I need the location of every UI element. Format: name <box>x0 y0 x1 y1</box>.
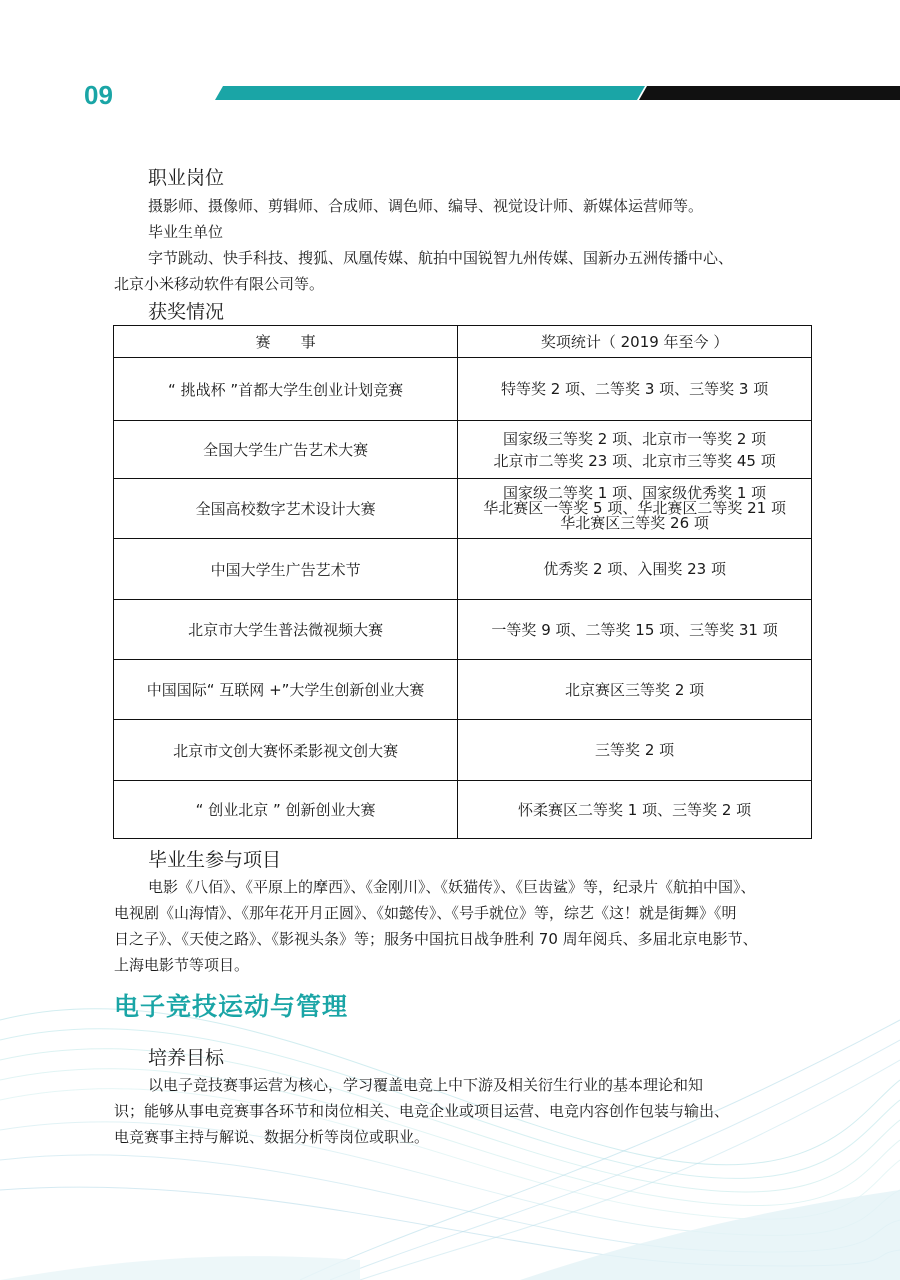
projects-line-1: 电影《八佰》、《平原上的摩西》、《金刚川》、《妖猫传》、《巨齿鲨》等，纪录片《航拍中国》、 <box>148 878 756 896</box>
table-row <box>114 781 812 839</box>
table-row <box>114 660 812 720</box>
career-text: 摄影师、摄像师、剪辑师、合成师、调色师、编导、视觉设计师、新媒体运营师等。 <box>148 197 704 215</box>
goal-line-1: 以电子竞技赛事运营为核心，学习覆盖电竞上中下游及相关衍生行业的基本理论和知 <box>148 1076 704 1094</box>
award-cell <box>458 358 812 421</box>
award-line: 三等奖 2 项 <box>595 741 675 759</box>
award-cell <box>458 781 812 839</box>
award-cell <box>458 720 812 781</box>
event-cell: 北京市文创大赛怀柔影视文创大赛 <box>114 720 458 781</box>
event-cell: 全国高校数字艺术设计大赛 <box>114 479 458 539</box>
awards-heading: 获奖情况 <box>148 301 225 323</box>
award-line: 北京市二等奖 23 项、北京市三等奖 45 项 <box>493 451 776 470</box>
awards-table <box>113 325 812 839</box>
projects-line-4: 上海电影节等项目。 <box>114 956 250 974</box>
award-line: 国家级二等奖 1 项、国家级优秀奖 1 项 <box>503 484 767 502</box>
employers-line-1: 字节跳动、快手科技、搜狐、凤凰传媒、航拍中国锐智九州传媒、国新办五洲传播中心、 <box>148 249 734 267</box>
award-line: 优秀奖 2 项、入围奖 23 项 <box>543 560 726 578</box>
event-cell: “ 挑战杯 ”首都大学生创业计划竞赛 <box>114 358 458 421</box>
table-row <box>114 600 812 660</box>
event-cell: 全国大学生广告艺术大赛 <box>114 421 458 479</box>
page-number: 09 <box>84 80 113 110</box>
employers-heading: 毕业生单位 <box>148 223 224 241</box>
table-row <box>114 421 812 479</box>
award-line: 华北赛区三等奖 26 项 <box>560 514 709 532</box>
award-line: 北京赛区三等奖 2 项 <box>565 680 705 699</box>
event-cell: 中国大学生广告艺术节 <box>114 539 458 600</box>
header-event: 赛 事 <box>114 326 458 358</box>
header-award: 奖项统计（ 2019 年至今 ） <box>458 326 812 358</box>
header-decoration-bar <box>215 86 900 100</box>
event-cell: 北京市大学生普法微视频大赛 <box>114 600 458 660</box>
award-cell <box>458 421 812 479</box>
projects-heading: 毕业生参与项目 <box>148 849 282 871</box>
award-line: 华北赛区一等奖 5 项、华北赛区二等奖 21 项 <box>483 499 786 517</box>
award-line: 国家级三等奖 2 项、北京市一等奖 2 项 <box>503 429 767 448</box>
award-cell <box>458 600 812 660</box>
goal-line-2: 识；能够从事电竞赛事各环节和岗位相关、电竞企业或项目运营、电竞内容创作包装与输出、 <box>114 1102 730 1120</box>
award-cell <box>458 479 812 539</box>
table-row <box>114 539 812 600</box>
table-row <box>114 720 812 781</box>
award-cell <box>458 539 812 600</box>
award-line: 特等奖 2 项、二等奖 3 项、三等奖 3 项 <box>500 380 769 398</box>
award-line: 一等奖 9 项、二等奖 15 项、三等奖 31 项 <box>491 620 778 639</box>
section-title-esports: 电子竞技运动与管理 <box>114 992 349 1021</box>
career-heading: 职业岗位 <box>148 167 225 189</box>
projects-line-2: 电视剧《山海情》、《那年花开月正圆》、《如懿传》、《号手就位》等，综艺《这！就是街舞》《明 <box>114 904 737 922</box>
event-cell: “ 创业北京 ” 创新创业大赛 <box>114 781 458 839</box>
projects-line-3: 日之子》、《天使之路》、《影视头条》等；服务中国抗日战争胜利 70 周年阅兵、多届北京电影节、 <box>114 930 758 948</box>
award-line: 怀柔赛区二等奖 1 项、三等奖 2 项 <box>518 800 752 819</box>
table-row <box>114 358 812 421</box>
table-header-row <box>114 326 812 358</box>
employers-line-2: 北京小米移动软件有限公司等。 <box>114 275 325 293</box>
event-cell: 中国国际“ 互联网 +”大学生创新创业大赛 <box>114 660 458 720</box>
award-cell <box>458 660 812 720</box>
goal-heading: 培养目标 <box>148 1047 225 1069</box>
goal-line-3: 电竞赛事主持与解说、数据分析等岗位或职业。 <box>114 1128 430 1146</box>
table-row <box>114 479 812 539</box>
